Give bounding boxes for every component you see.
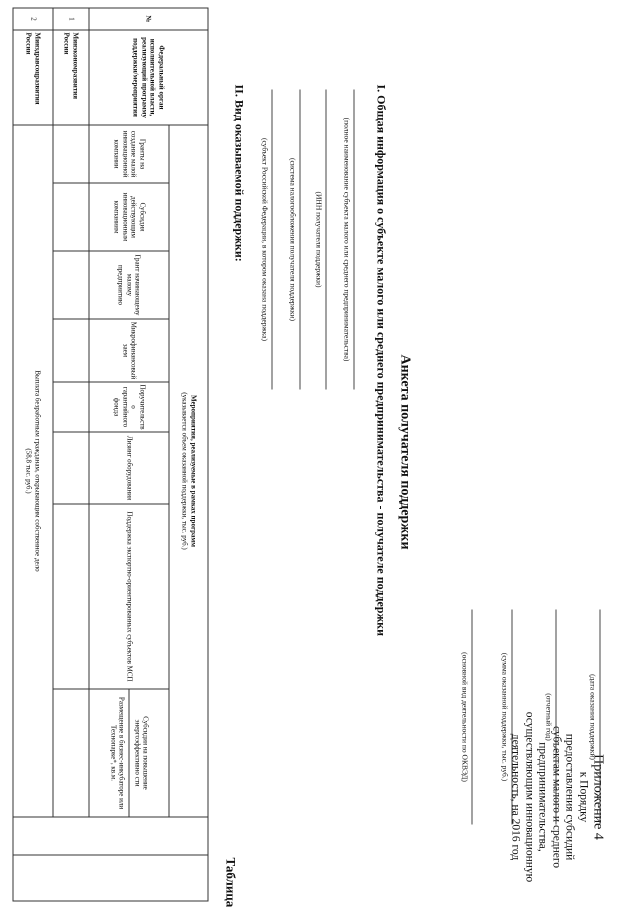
fill-line bbox=[300, 90, 319, 390]
field-caption: (сумма оказанной поддержки, тыс. руб.) bbox=[501, 610, 510, 825]
form-title: Анкета получателя поддержки bbox=[397, 0, 413, 905]
company-name-field bbox=[343, 90, 373, 390]
subheader-cell: Поручительств о гарантийного фонда bbox=[89, 382, 170, 432]
appendix-line: к Порядку bbox=[576, 695, 590, 900]
document-page bbox=[1, 0, 640, 905]
field-caption: (дата оказания поддержки) bbox=[589, 610, 598, 825]
data-cell bbox=[53, 689, 89, 817]
region-field bbox=[261, 90, 291, 390]
okved-field bbox=[461, 610, 491, 825]
subheader-cell: Гранты на создание малой инновационной компании bbox=[89, 125, 170, 183]
data-cell bbox=[53, 125, 89, 183]
row-note bbox=[13, 125, 53, 817]
row-authority: Минэкономразвития России bbox=[53, 30, 89, 125]
row-authority: Минздравсоцразвития России bbox=[13, 30, 53, 125]
inn-field bbox=[315, 90, 345, 390]
row-number: 2 bbox=[13, 8, 53, 30]
subheader-line: Субсидия на повышение энергоэффективно сти bbox=[133, 692, 150, 815]
appendix-line: осуществляющим инновационную bbox=[522, 695, 536, 900]
appendix-line: предоставления субсидий bbox=[563, 695, 577, 900]
header-authority: Федеральный орган исполнительной власти, реализующий программу поддержки/мероприятия bbox=[89, 30, 208, 125]
header-measures-note: (указывается объем оказанной поддержки, тыс. руб.) bbox=[180, 128, 189, 815]
header-number: № bbox=[89, 8, 208, 30]
data-cell bbox=[53, 504, 89, 689]
fill-line bbox=[354, 90, 373, 390]
fill-line bbox=[512, 610, 531, 825]
data-cell bbox=[53, 432, 89, 504]
subheader-cell: Субсидия действующим инновационным компаниям bbox=[89, 183, 170, 251]
field-caption: (полное наименование субъекта малого или среднего предпринимательства) bbox=[343, 90, 352, 390]
table-subheader-row bbox=[89, 8, 170, 901]
section-2-title: II. Вид оказываемой поддержки: bbox=[232, 85, 247, 262]
data-cell bbox=[53, 251, 89, 319]
table-row bbox=[53, 8, 89, 901]
subheader-cell: Поддержка экспортно-ориентированных субъектов МСП bbox=[89, 504, 170, 689]
data-cell bbox=[53, 183, 89, 251]
table-label: Таблица bbox=[223, 858, 239, 907]
fill-line bbox=[600, 610, 619, 825]
blank-cell bbox=[13, 855, 208, 901]
fill-line bbox=[272, 90, 291, 390]
appendix-title: Приложение 4 bbox=[590, 695, 606, 900]
table-header-row bbox=[170, 8, 209, 901]
appendix-line: субъектам малого и среднего bbox=[549, 695, 563, 900]
subheader-line: Размещение в бизнес-инкубаторе или Технопарке*, кв.м. bbox=[107, 690, 130, 817]
field-caption: (субъект Российской Федерации, в котором оказана поддержка) bbox=[261, 90, 270, 390]
support-amount-field bbox=[501, 610, 531, 825]
field-caption: (система налогообложения получателя поддержки) bbox=[289, 90, 298, 390]
fill-line bbox=[472, 610, 491, 825]
header-measures bbox=[170, 125, 209, 817]
header-measures-title: Мероприятия, реализуемые в рамках программ bbox=[189, 128, 198, 815]
row-number: 1 bbox=[53, 8, 89, 30]
blank-cell bbox=[13, 817, 208, 855]
subheader-cell bbox=[89, 689, 170, 817]
field-caption: (основной вид деятельности по ОКВЭД) bbox=[461, 610, 470, 825]
field-caption: (отчетный год) bbox=[545, 610, 554, 825]
fill-line bbox=[326, 90, 345, 390]
field-caption: (ИНН получателя поддержки) bbox=[315, 90, 324, 390]
row-note-text: Выплата безработным гражданам, открывающим собственное дело bbox=[33, 128, 42, 815]
section-1-title: I. Общая информация о субъекте малого или среднего предпринимательства - получателе поддержки bbox=[374, 85, 389, 637]
tax-system-field bbox=[289, 90, 319, 390]
data-cell bbox=[53, 319, 89, 382]
subheader-cell: Микрофинансовый заем bbox=[89, 319, 170, 382]
row-note-amount: (58,8 тыс. руб.) bbox=[25, 128, 34, 815]
appendix-line: предпринимательства, bbox=[536, 695, 550, 900]
fill-line bbox=[556, 610, 575, 825]
reporting-year-field bbox=[545, 610, 575, 825]
appendix-line: деятельность, на 2016 год bbox=[509, 695, 523, 900]
data-cell bbox=[53, 382, 89, 432]
support-table bbox=[13, 8, 209, 902]
support-date-field bbox=[589, 610, 619, 825]
table-row bbox=[13, 8, 53, 901]
subheader-cell: Грант начинающему малому предприятию bbox=[89, 251, 170, 319]
subheader-cell: Лизинг оборудования bbox=[89, 432, 170, 504]
